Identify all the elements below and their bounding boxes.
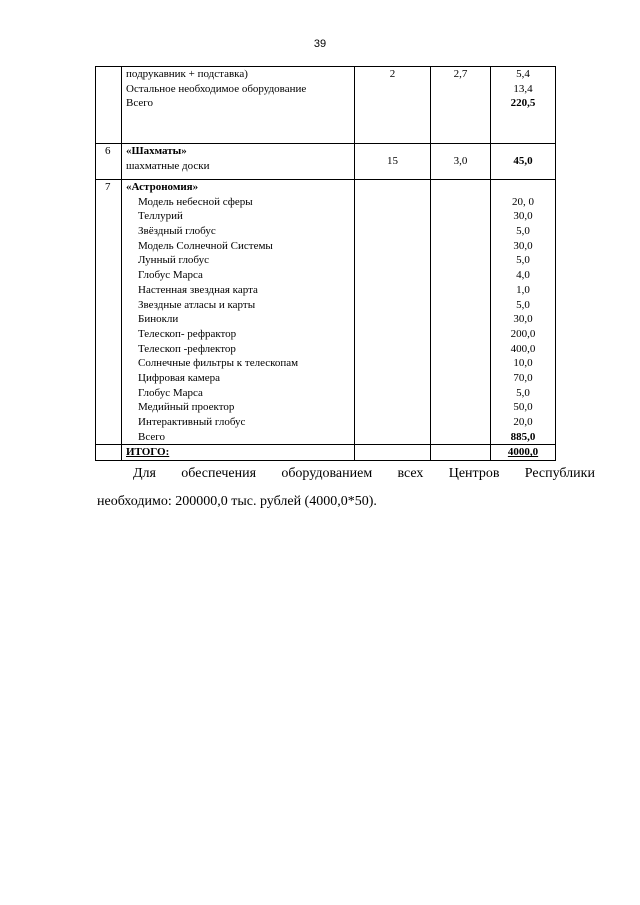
item-sum: 5,0 bbox=[516, 254, 530, 267]
cell-qty: 2 bbox=[355, 67, 431, 144]
cell-price bbox=[431, 445, 491, 461]
item-sum: 10,0 bbox=[513, 357, 533, 370]
paragraph-line-2: необходимо: 200000,0 тыс. рублей (4000,0*50). bbox=[97, 494, 377, 509]
paragraph-word: всех bbox=[397, 466, 424, 481]
item-sum: 5,4 bbox=[516, 68, 530, 80]
item-name: Звёздный глобус bbox=[138, 225, 216, 238]
total-label: ИТОГО: bbox=[122, 445, 355, 461]
item-sum: 20,0 bbox=[513, 416, 533, 428]
cell-sums bbox=[491, 180, 556, 445]
item-name: Модель Солнечной Системы bbox=[138, 239, 273, 252]
astro-sum-list bbox=[491, 195, 555, 445]
item-name: Солнечные фильтры к телескопам bbox=[138, 357, 299, 370]
item-name: Звездные атласы и карты bbox=[138, 298, 256, 311]
item-sum: 13,4 bbox=[513, 82, 533, 95]
cell-num: 6 bbox=[96, 144, 122, 180]
cell-qty bbox=[355, 445, 431, 461]
item-name: Телескоп -рефлектор bbox=[138, 342, 236, 355]
paragraph-word: оборудованием bbox=[281, 466, 373, 481]
table-row-continued bbox=[96, 67, 556, 144]
item-name: Глобус Марса bbox=[138, 386, 203, 399]
item-name: Настенная звездная карта bbox=[138, 283, 258, 296]
paragraph-word: Для bbox=[133, 466, 156, 481]
item-name: Лунный глобус bbox=[138, 254, 209, 267]
cell-num: 7 bbox=[96, 180, 122, 445]
item-name: Телескоп- рефрактор bbox=[138, 327, 237, 340]
item-sum: 5,0 bbox=[516, 298, 530, 311]
cell-price: 3,0 bbox=[431, 144, 491, 180]
item-name: Глобус Марса bbox=[138, 269, 203, 282]
section-title: «Шахматы» bbox=[126, 145, 187, 157]
item-name: Модель небесной сферы bbox=[138, 195, 253, 208]
item-name: Всего bbox=[138, 430, 165, 443]
cell-price bbox=[431, 180, 491, 445]
paragraph-word: Республики bbox=[524, 466, 595, 481]
paragraph-line-1 bbox=[97, 466, 595, 482]
item-name: подрукавник + подставка) bbox=[126, 68, 248, 80]
item-sum: 5,0 bbox=[516, 386, 530, 399]
item-sum: 1,0 bbox=[516, 283, 530, 296]
item-sum: 30,0 bbox=[513, 313, 533, 326]
table-row-chess bbox=[96, 144, 556, 180]
cell-num bbox=[96, 67, 122, 144]
total-value: 4000,0 bbox=[491, 445, 556, 461]
item-name: Бинокли bbox=[138, 313, 179, 326]
item-name: шахматные доски bbox=[126, 159, 210, 172]
astro-item-list bbox=[126, 195, 354, 445]
item-name: Остальное необходимое оборудование bbox=[126, 82, 307, 95]
cell-qty bbox=[355, 180, 431, 445]
item-name: Интерактивный глобус bbox=[138, 416, 246, 428]
cell-items bbox=[122, 144, 355, 180]
item-sum: 5,0 bbox=[516, 225, 530, 238]
equipment-table bbox=[95, 66, 556, 461]
page-number: 39 bbox=[313, 38, 327, 50]
item-name: Теллурий bbox=[138, 210, 183, 223]
section-total: 885,0 bbox=[510, 430, 536, 443]
cell-price: 2,7 bbox=[431, 67, 491, 144]
item-sum: 400,0 bbox=[510, 342, 536, 355]
table-row-total bbox=[96, 445, 556, 461]
paragraph-word: Центров bbox=[448, 466, 500, 481]
section-title: «Астрономия» bbox=[126, 181, 199, 193]
item-sum: 200,0 bbox=[510, 327, 536, 340]
item-sum: 50,0 bbox=[513, 401, 533, 414]
cell-num bbox=[96, 445, 122, 461]
paragraph-word: обеспечения bbox=[181, 466, 257, 481]
cell-sum: 45,0 bbox=[491, 144, 556, 180]
spacer bbox=[491, 180, 555, 195]
item-sum: 30,0 bbox=[513, 210, 533, 223]
item-sum: 20, 0 bbox=[512, 195, 534, 208]
section-total: 220,5 bbox=[510, 97, 536, 110]
item-name: Всего bbox=[126, 97, 153, 110]
item-sum: 30,0 bbox=[513, 239, 533, 252]
cell-qty: 15 bbox=[355, 144, 431, 180]
cell-items bbox=[122, 180, 355, 445]
cell-sums bbox=[491, 67, 556, 144]
item-name: Медийный проектор bbox=[138, 401, 235, 414]
item-sum: 70,0 bbox=[513, 371, 533, 384]
table-row-astronomy bbox=[96, 180, 556, 445]
item-name: Цифровая камера bbox=[138, 371, 220, 384]
cell-items bbox=[122, 67, 355, 144]
item-sum: 4,0 bbox=[516, 269, 530, 282]
